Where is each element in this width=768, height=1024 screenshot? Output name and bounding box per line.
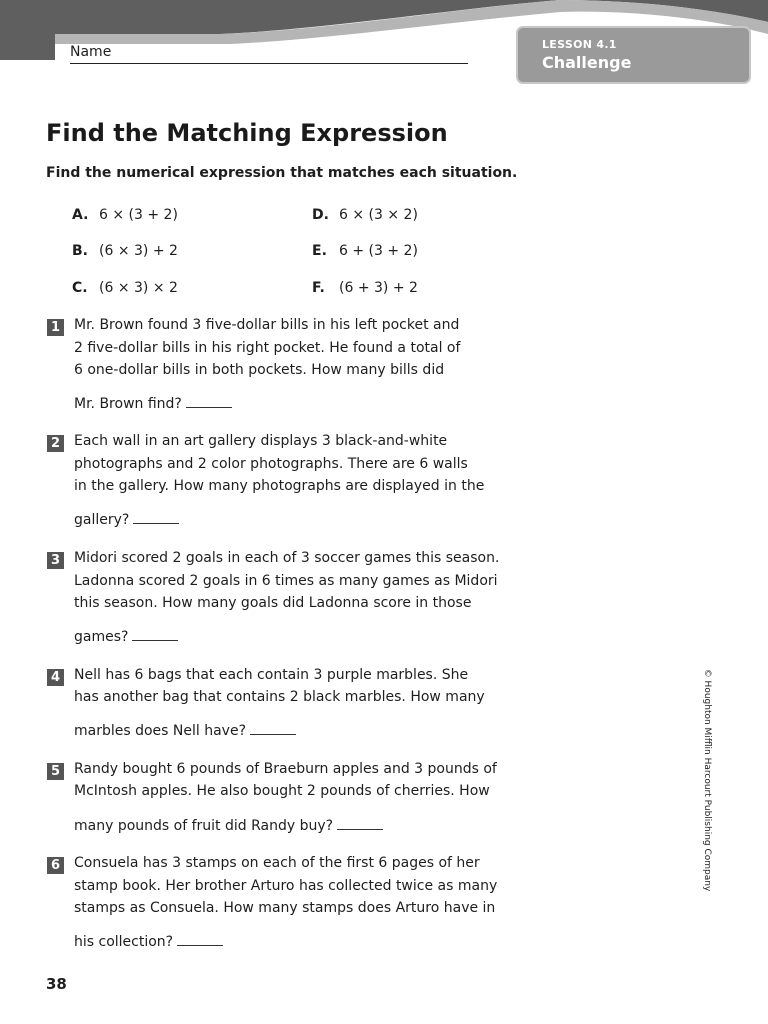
lesson-tab — [516, 26, 751, 84]
choice-expression: 6 + (3 + 2) — [339, 243, 418, 259]
problem-question — [74, 723, 296, 739]
choice-expression: (6 × 3) × 2 — [99, 280, 178, 296]
problem-text: Midori scored 2 goals in each of 3 soccer games this season. — [74, 550, 500, 566]
problem-text: 6 one-dollar bills in both pockets. How many bills did — [74, 362, 445, 378]
problem-number: 1 — [47, 319, 64, 336]
problem-text: Ladonna scored 2 goals in 6 times as many games as Midori — [74, 573, 498, 589]
choice-a — [72, 207, 178, 223]
answer-blank[interactable] — [186, 397, 232, 408]
problem-text: this season. How many goals did Ladonna score in those — [74, 595, 472, 611]
question-text: gallery? — [74, 512, 130, 528]
problem-number: 5 — [47, 763, 64, 780]
problem-text: Mr. Brown found 3 five-dollar bills in his left pocket and — [74, 317, 460, 333]
choice-c — [72, 280, 178, 296]
choice-letter: C. — [72, 280, 88, 296]
problem-text: stamp book. Her brother Arturo has collected twice as many — [74, 878, 498, 894]
choice-e — [312, 243, 418, 259]
choice-expression: 6 × (3 × 2) — [339, 207, 418, 223]
question-text: his collection? — [74, 934, 174, 950]
choice-expression: (6 + 3) + 2 — [339, 280, 418, 296]
choice-letter: A. — [72, 207, 89, 223]
copyright-notice: © Houghton Mifflin Harcourt Publishing Company — [702, 668, 712, 892]
choice-letter: B. — [72, 243, 88, 259]
problem-text: Consuela has 3 stamps on each of the first 6 pages of her — [74, 855, 480, 871]
choice-expression: 6 × (3 + 2) — [99, 207, 178, 223]
section-label: Challenge — [542, 53, 632, 72]
problem-text: Randy bought 6 pounds of Braeburn apples and 3 pounds of — [74, 761, 497, 777]
question-text: marbles does Nell have? — [74, 723, 247, 739]
problem-text: photographs and 2 color photographs. There are 6 walls — [74, 456, 468, 472]
problem-question — [74, 396, 232, 412]
answer-blank[interactable] — [250, 724, 296, 735]
directions: Find the numerical expression that matches each situation. — [46, 165, 518, 181]
question-text: games? — [74, 629, 129, 645]
problem-text: stamps as Consuela. How many stamps does Arturo have in — [74, 900, 496, 916]
choice-letter: E. — [312, 243, 327, 259]
page-title: Find the Matching Expression — [46, 119, 448, 147]
problem-text: Each wall in an art gallery displays 3 black-and-white — [74, 433, 448, 449]
problem-question — [74, 818, 383, 834]
lesson-number: LESSON 4.1 — [542, 38, 617, 51]
problem-number: 6 — [47, 857, 64, 874]
choice-letter: D. — [312, 207, 329, 223]
page-number: 38 — [46, 975, 67, 993]
answer-blank[interactable] — [177, 935, 223, 946]
problem-number: 3 — [47, 552, 64, 569]
problem-question — [74, 512, 179, 528]
problem-question — [74, 934, 223, 950]
problem-text: has another bag that contains 2 black marbles. How many — [74, 689, 485, 705]
problem-text: in the gallery. How many photographs are displayed in the — [74, 478, 485, 494]
question-text: Mr. Brown find? — [74, 396, 182, 412]
problem-text: McIntosh apples. He also bought 2 pounds of cherries. How — [74, 783, 490, 799]
choice-b — [72, 243, 178, 259]
choice-letter: F. — [312, 280, 325, 296]
problem-number: 2 — [47, 435, 64, 452]
answer-blank[interactable] — [132, 630, 178, 641]
problem-text: 2 five-dollar bills in his right pocket. He found a total of — [74, 340, 461, 356]
choice-f — [312, 280, 418, 296]
name-label: Name — [70, 44, 112, 60]
answer-blank[interactable] — [133, 513, 179, 524]
question-text: many pounds of fruit did Randy buy? — [74, 818, 334, 834]
problem-question — [74, 629, 178, 645]
name-field[interactable] — [70, 63, 468, 64]
problem-number: 4 — [47, 669, 64, 686]
choice-d — [312, 207, 418, 223]
problem-text: Nell has 6 bags that each contain 3 purple marbles. She — [74, 667, 469, 683]
answer-blank[interactable] — [337, 819, 383, 830]
choice-expression: (6 × 3) + 2 — [99, 243, 178, 259]
